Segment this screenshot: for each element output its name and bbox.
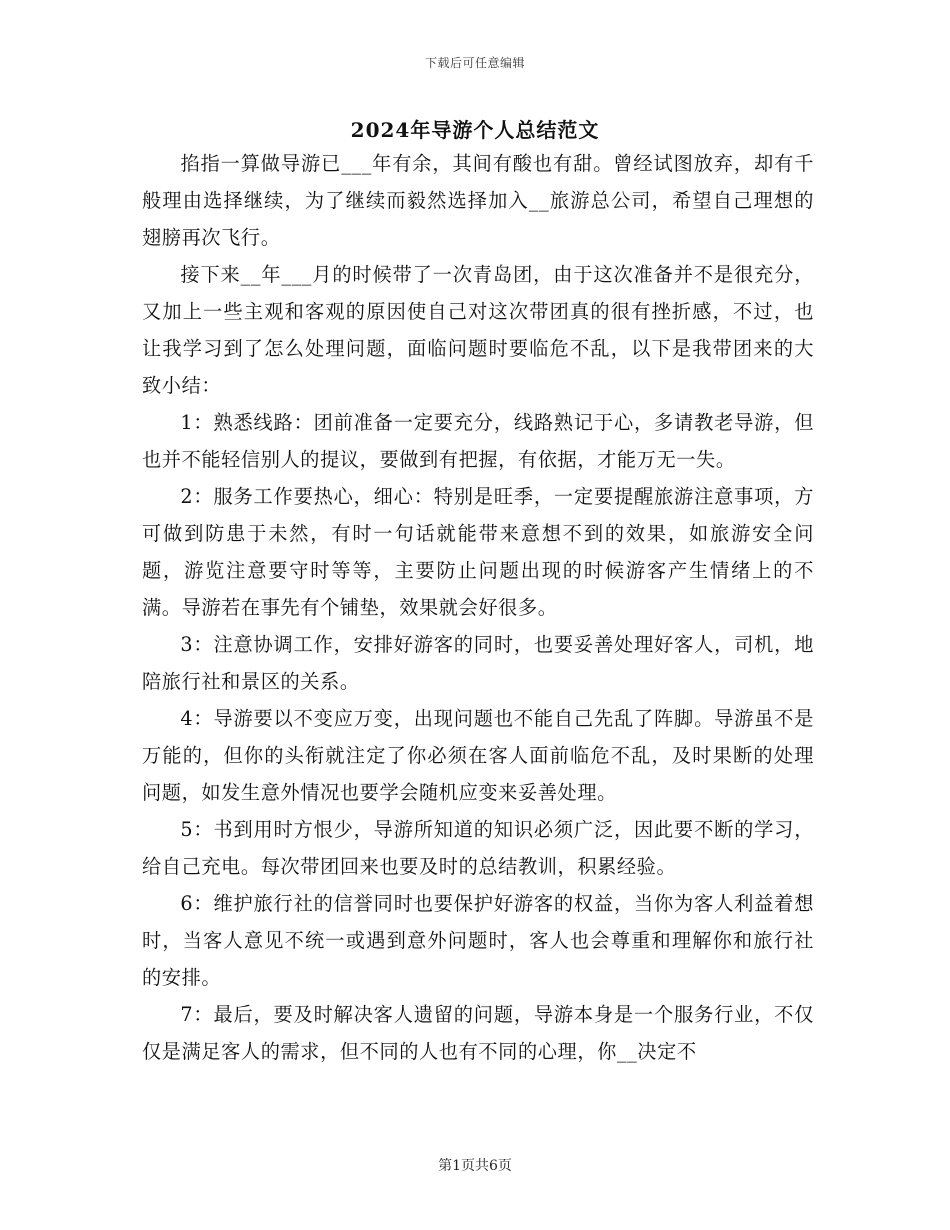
paragraph-qingdao-tour: 接下来__年___月的时候带了一次青岛团，由于这次准备并不是很充分，又加上一些主观和客观的原因使自己对这次带团真的很有挫折感，不过，也让我学习到了怎么处理问题，面临问题时要临危不乱，以下是我带团来的大致小结： [142, 263, 814, 397]
paragraph-point-2: 2：服务工作要热心，细心：特别是旺季，一定要提醒旅游注意事项，方可做到防患于未然，有时一句话就能带来意想不到的效果，如旅游安全问题，游览注意要守时等等，主要防止问题出现的时候游客产生情绪上的不满。导游若在事先有个铺垫，效果就会好很多。 [142, 485, 814, 619]
header-note: 下载后可任意编辑 [424, 56, 525, 70]
paragraph-point-3: 3：注意协调工作，安排好游客的同时，也要妥善处理好客人，司机，地陪旅行社和景区的关系。 [142, 633, 814, 693]
paragraph-point-6: 6：维护旅行社的信誉同时也要保护好游客的权益，当你为客人利益着想时，当客人意见不统一或遇到意外问题时，客人也会尊重和理解你和旅行社的安排。 [142, 892, 814, 989]
paragraph-point-7: 7：最后，要及时解决客人遗留的问题，导游本身是一个服务行业，不仅仅是满足客人的需求，但不同的人也有不同的心理，你__决定不 [142, 1003, 814, 1063]
paragraph-point-1: 1：熟悉线路：团前准备一定要充分，线路熟记于心，多请教老导游，但也并不能轻信别人的提议，要做到有把握，有依据，才能万无一失。 [142, 411, 814, 471]
paragraph-point-4: 4：导游要以不变应万变，出现问题也不能自己先乱了阵脚。导游虽不是万能的，但你的头衔就注定了你必须在客人面前临危不乱，及时果断的处理问题，如发生意外情况也要学会随机应变来妥善处理。 [142, 707, 814, 804]
page-number-footer: 第1页共6页 [438, 1158, 512, 1174]
paragraph-intro: 掐指一算做导游已___年有余，其间有酸也有甜。曾经试图放弃，却有千般理由选择继续，为了继续而毅然选择加入__旅游总公司，希望自己理想的翅膀再次飞行。 [142, 152, 814, 249]
paragraph-point-5: 5：书到用时方恨少，导游所知道的知识必须广泛，因此要不断的学习，给自己充电。每次带团回来也要及时的总结教训，积累经验。 [142, 818, 814, 878]
document-title: 2024年导游个人总结范文 [350, 118, 600, 142]
document-body [142, 145, 814, 1070]
